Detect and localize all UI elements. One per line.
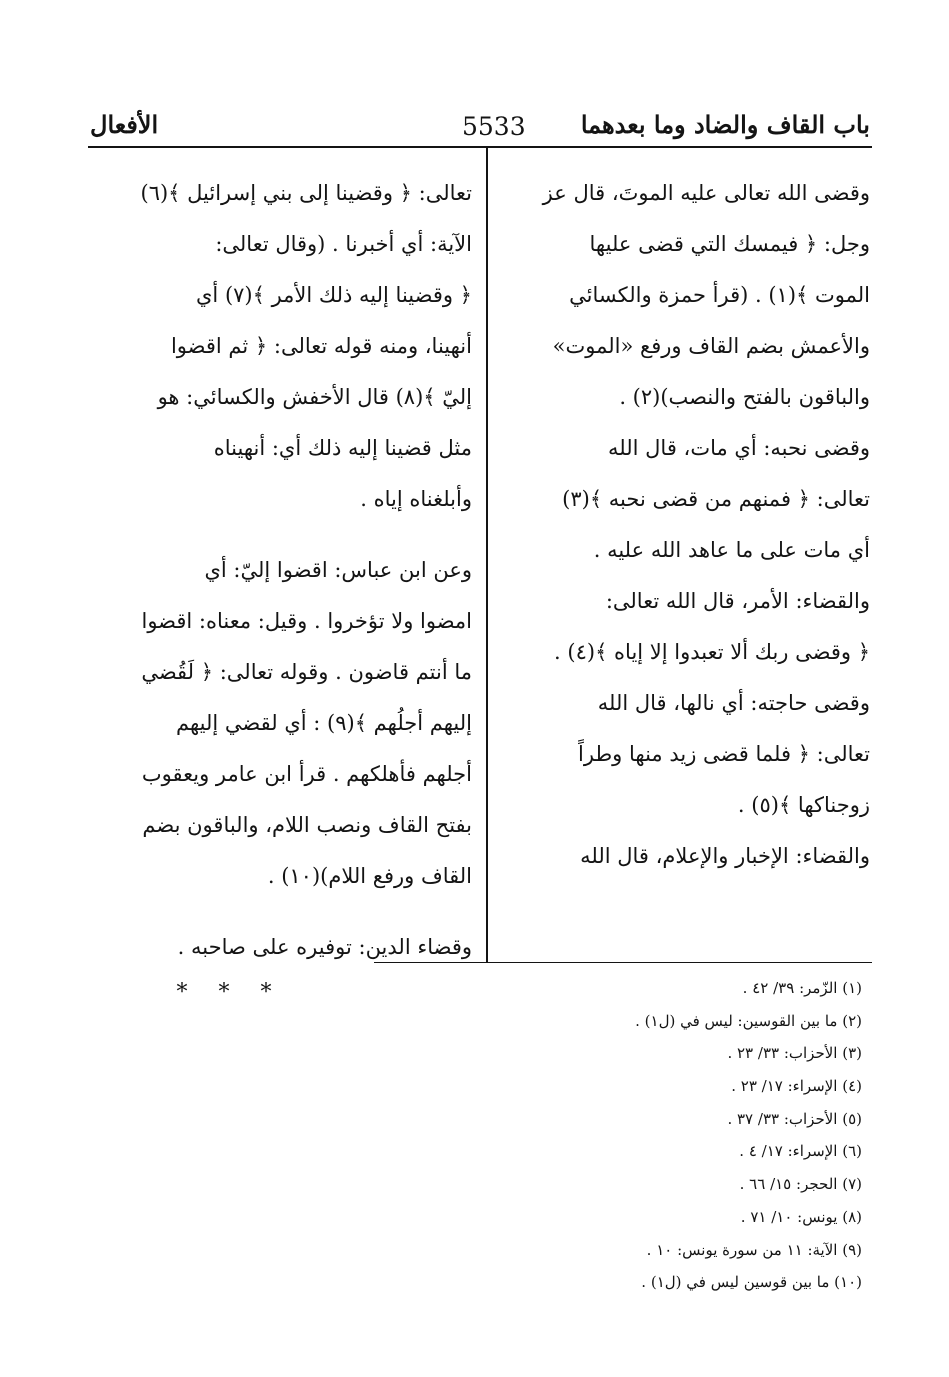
text-line: تعالى: ﴿ فمنهم من قضى نحبه ﴾(٣) bbox=[562, 487, 870, 511]
text-line: بفتح القاف ونصب اللام، والباقون بضم bbox=[142, 813, 472, 837]
page-number: 5533 bbox=[462, 112, 526, 141]
text-line: القاف ورفع اللام)(١٠) . bbox=[267, 864, 472, 888]
footnote: (١٠) ما بين قوسين ليس في (ل١) . bbox=[641, 1273, 862, 1292]
text-line: أنهينا، ومنه قوله تعالى: ﴿ ثم اقضوا bbox=[170, 334, 472, 358]
page-header bbox=[90, 110, 870, 150]
text-line: ﴿ وقضى ربك ألا تعبدوا إلا إياه ﴾(٤) . bbox=[554, 640, 870, 664]
footnote: (٢) ما بين القوسين: ليس في (ل١) . bbox=[635, 1011, 862, 1030]
footnote: (٦) الإسراء: ١٧/ ٤ . bbox=[739, 1142, 862, 1161]
text-line: ﴿ وقضينا إليه ذلك الأمر ﴾(٧) أي bbox=[196, 283, 472, 307]
footnote: (٨) يونس: ١٠/ ٧١ . bbox=[740, 1207, 862, 1226]
footnote: (٣) الأحزاب: ٣٣/ ٢٣ . bbox=[727, 1044, 862, 1063]
footnote-rule bbox=[374, 962, 872, 963]
section-title: الأفعال bbox=[90, 110, 159, 139]
text-line: امضوا ولا تؤخروا . وقيل: معناه: اقضوا bbox=[141, 609, 472, 633]
footnote: (٩) الآية: ١١ من سورة يونس: ١٠ . bbox=[646, 1240, 862, 1259]
text-line: ما أنتم قاضون . وقوله تعالى: ﴿ لَقُضي bbox=[141, 660, 472, 684]
text-line: أي مات على ما عاهد الله عليه . bbox=[593, 538, 870, 562]
footnote: (٥) الأحزاب: ٣٣/ ٣٧ . bbox=[727, 1109, 862, 1128]
text-line: وأبلغناه إياه . bbox=[360, 487, 472, 511]
footnote: (٤) الإسراء: ١٧/ ٢٣ . bbox=[731, 1077, 862, 1096]
text-line: الآية: أي أخبرنا . (وقال تعالى: bbox=[215, 232, 472, 256]
right-column bbox=[496, 168, 870, 882]
paragraph-gap bbox=[108, 902, 472, 922]
text-line: وقضى نحبه: أي مات، قال الله bbox=[608, 436, 870, 460]
column-divider bbox=[486, 147, 488, 962]
text-line: والباقون بالفتح والنصب)(٢) . bbox=[619, 385, 870, 409]
text-line: مثل قضينا إليه ذلك أي: أنهيناه bbox=[213, 436, 472, 460]
text-line: وجل: ﴿ فيمسك التي قضى عليها bbox=[589, 232, 870, 256]
paragraph-gap bbox=[108, 525, 472, 545]
header-rule bbox=[88, 146, 872, 148]
footnote: (٧) الحجر: ١٥/ ٦٦ . bbox=[739, 1175, 862, 1194]
text-line: وعن ابن عباس: اقضوا إليّ: أي bbox=[204, 558, 472, 582]
text-line: وقضى الله تعالى عليه الموتَ، قال عز bbox=[542, 181, 870, 205]
text-line: زوجناكها ﴾(٥) . bbox=[737, 793, 870, 817]
text-line: أجلهم فأهلكهم . قرأ ابن عامر ويعقوب bbox=[141, 762, 472, 786]
section-separator-stars: * * * bbox=[176, 980, 284, 1005]
text-line: والقضاء: الأمر، قال الله تعالى: bbox=[605, 589, 870, 613]
text-line: إليهم أجلُهم ﴾(٩) : أي لقضي إليهم bbox=[176, 711, 472, 735]
text-line: تعالى: ﴿ فلما قضى زيد منها وطراً bbox=[578, 742, 870, 766]
text-line: وقضاء الدين: توفيره على صاحبه . bbox=[177, 935, 472, 959]
text-line: تعالى: ﴿ وقضينا إلى بني إسرائيل ﴾(٦) bbox=[140, 181, 472, 205]
chapter-title: باب القاف والضاد وما بعدهما bbox=[580, 110, 870, 139]
text-line: والقضاء: الإخبار والإعلام، قال الله bbox=[580, 844, 870, 868]
text-line: والأعمش بضم القاف ورفع «الموت» bbox=[552, 334, 870, 358]
footnote: (١) الزّمر: ٣٩/ ٤٢ . bbox=[742, 979, 862, 997]
footnotes bbox=[380, 972, 862, 1299]
text-line: الموت ﴾(١) . (قرأ حمزة والكسائي bbox=[569, 283, 870, 307]
text-line: إليّ ﴾(٨) قال الأخفش والكسائي: هو bbox=[157, 385, 472, 409]
left-column bbox=[108, 168, 472, 1013]
text-line: وقضى حاجته: أي نالها، قال الله bbox=[597, 691, 870, 715]
